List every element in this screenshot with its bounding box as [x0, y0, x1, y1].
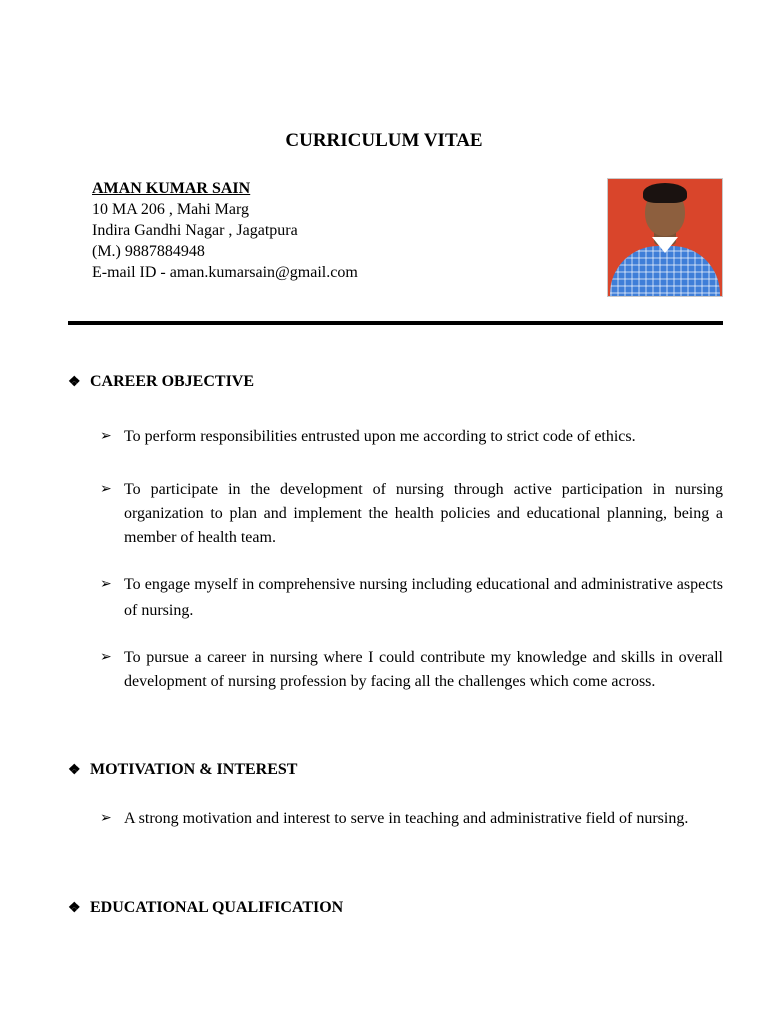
arrow-bullet-icon: ➢ [100, 577, 112, 592]
list-item-text: To perform responsibilities entrusted upon me according to strict code of ethics. [124, 428, 636, 445]
email-address: E-mail ID - aman.kumarsain@gmail.com [92, 264, 358, 281]
candidate-name: AMAN KUMAR SAIN [92, 180, 251, 197]
section-heading-career-objective [68, 373, 254, 391]
arrow-bullet-icon: ➢ [100, 482, 112, 497]
section-heading-motivation-interest [68, 761, 297, 779]
list-item-text: To engage myself in comprehensive nursing including educational and administrative aspects of nursing. [124, 576, 723, 619]
section-heading-text: CAREER OBJECTIVE [90, 373, 255, 390]
section-heading-educational-qualification [68, 899, 343, 917]
address-line-1: 10 MA 206 , Mahi Marg [92, 201, 250, 218]
diamond-bullet-icon: ❖ [68, 901, 81, 916]
section-heading-text: MOTIVATION & INTEREST [90, 761, 298, 778]
list-item [100, 426, 723, 447]
arrow-bullet-icon: ➢ [100, 811, 112, 826]
phone-number: (M.) 9887884948 [92, 243, 205, 260]
contact-block [92, 178, 358, 283]
document-title: CURRICULUM VITAE [285, 130, 483, 151]
section-heading-text: EDUCATIONAL QUALIFICATION [90, 899, 344, 916]
address-line-2: Indira Gandhi Nagar , Jagatpura [92, 222, 298, 239]
list-item-text: A strong motivation and interest to serve in teaching and administrative field of nursing. [124, 810, 689, 827]
diamond-bullet-icon: ❖ [68, 763, 81, 778]
list-item-text: To participate in the development of nursing through active participation in nursing organization to plan and implement the health policies and educational planning, being a member of health team. [124, 481, 723, 546]
list-item [100, 572, 723, 624]
list-item [100, 805, 723, 833]
diamond-bullet-icon: ❖ [68, 375, 81, 390]
arrow-bullet-icon: ➢ [100, 429, 112, 444]
profile-photo [607, 178, 723, 297]
header-divider [68, 321, 723, 325]
list-item-text: To pursue a career in nursing where I could contribute my knowledge and skills in overall development of nursing profession by facing all the challenges which come across. [124, 649, 723, 690]
arrow-bullet-icon: ➢ [100, 650, 112, 665]
list-item [100, 478, 723, 550]
list-item [100, 646, 723, 694]
